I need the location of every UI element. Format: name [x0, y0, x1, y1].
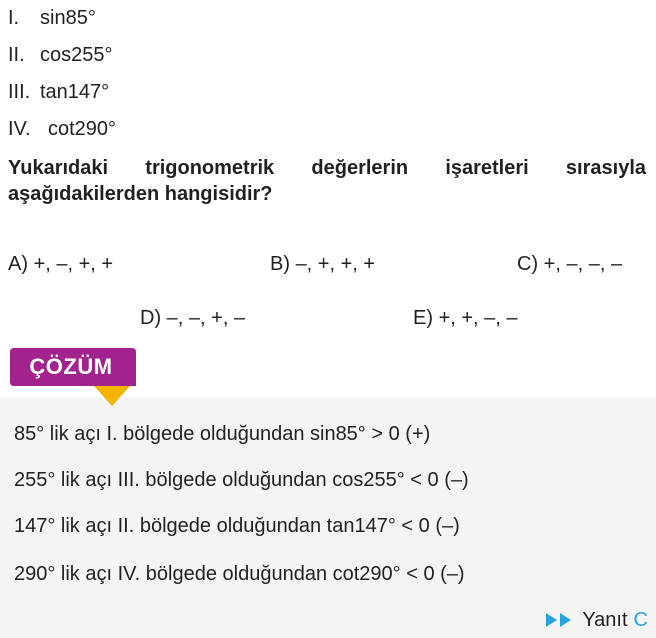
statement-expression: cot290°	[48, 118, 117, 140]
option-letter: D)	[140, 307, 162, 329]
statement-expression: sin85°	[40, 7, 96, 29]
double-play-icon	[546, 612, 574, 628]
statement-numeral: II.	[8, 44, 25, 66]
statement-expression: cos255°	[40, 44, 113, 66]
solution-line-1: 85° lik açı I. bölgede olduğundan sin85° > 0 (+)	[14, 423, 431, 445]
option-b[interactable]	[270, 252, 375, 276]
option-letter: A)	[8, 253, 28, 275]
statement-expression: tan147°	[40, 81, 110, 103]
statement-numeral: IV.	[8, 118, 31, 140]
solution-line-3: 147° lik açı II. bölgede olduğundan tan147° < 0 (–)	[14, 515, 460, 537]
question-text	[8, 155, 646, 207]
option-d[interactable]	[140, 306, 245, 330]
statement-numeral: III.	[8, 81, 31, 103]
question-line-1: Yukarıdaki trigonometrik değerlerin işaretleri sırasıyla	[8, 157, 646, 179]
option-letter: C)	[517, 253, 539, 275]
statement-numeral: I.	[8, 7, 20, 29]
option-c[interactable]	[517, 252, 622, 276]
solution-badge	[8, 346, 140, 408]
answer-indicator	[546, 606, 648, 634]
statement-3	[8, 80, 109, 104]
solution-line-4: 290° lik açı IV. bölgede olduğundan cot290° < 0 (–)	[14, 563, 465, 585]
statement-2	[8, 43, 113, 67]
answer-label: Yanıt	[582, 608, 628, 631]
option-a[interactable]	[8, 252, 113, 276]
option-text: +, +, –, –	[438, 307, 518, 329]
option-e[interactable]	[413, 306, 518, 330]
question-line-2: aşağıdakilerden hangisidir?	[8, 183, 273, 205]
solution-line-2: 255° lik açı III. bölgede olduğundan cos255° < 0 (–)	[14, 469, 469, 491]
solution-badge-label: ÇÖZÜM	[29, 354, 113, 379]
option-text: +, –, –, –	[543, 253, 623, 275]
option-text: +, –, +, +	[33, 253, 114, 275]
answer-value: C	[633, 608, 648, 631]
option-text: –, +, +, +	[295, 253, 376, 275]
statement-4	[8, 117, 116, 141]
option-letter: B)	[270, 253, 290, 275]
option-letter: E)	[413, 307, 433, 329]
statement-1	[8, 6, 96, 30]
option-text: –, –, +, –	[166, 307, 246, 329]
